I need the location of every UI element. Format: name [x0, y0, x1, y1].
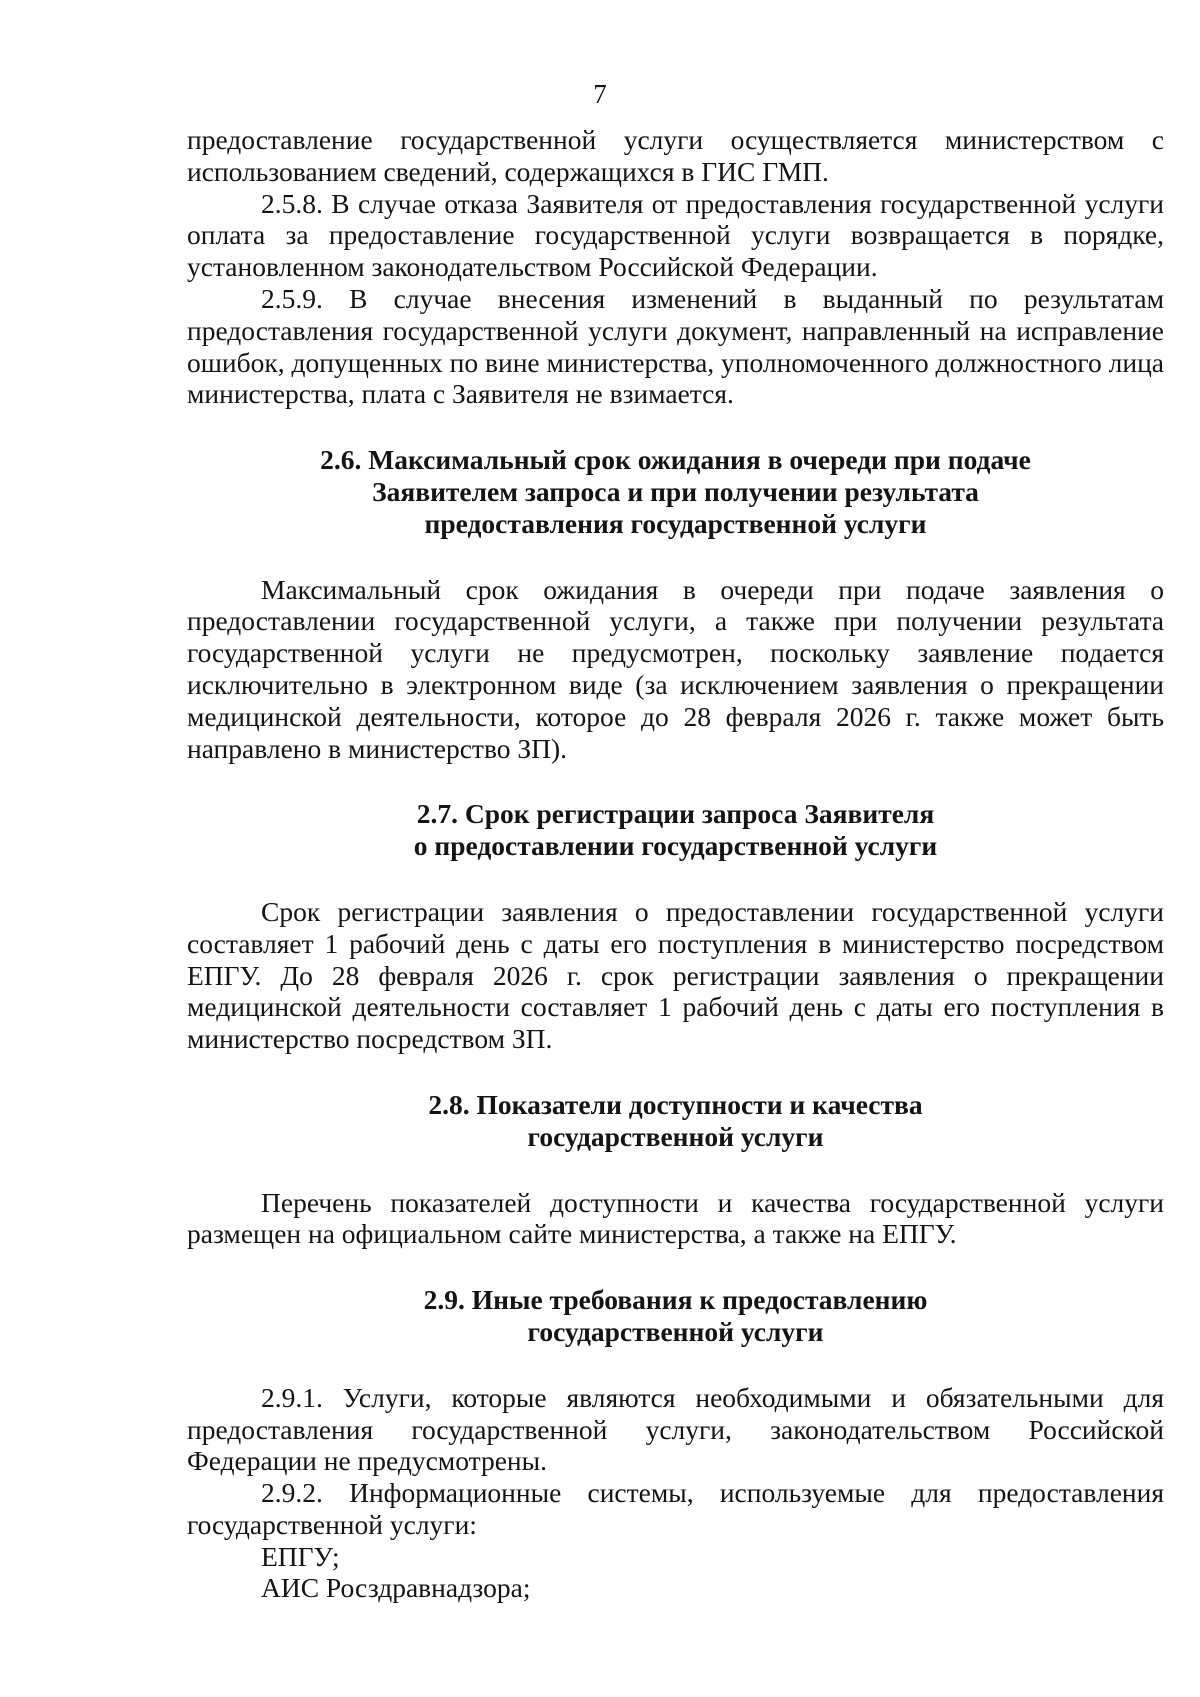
paragraph-2-9-1: 2.9.1. Услуги, которые являются необходимыми и обязательными для предоставления государственной услуги, законодательством Российской Федерации не предусмотрены.	[187, 1381, 1164, 1477]
paragraph-2-5-9: 2.5.9. В случае внесения изменений в выданный по результатам предоставления государственной услуги документ, направленный на исправление ошибок, допущенных по вине министерства, уполномоченного должностного лица министерства, плата с Заявителя не взимается.	[187, 282, 1164, 410]
heading-line: государственной услуги	[527, 1120, 824, 1152]
section-2-6-body: Максимальный срок ожидания в очереди при подаче заявления о предоставлении государственной услуги, а также при получении результата государственной услуги не предусмотрен, поскольку заявление подается исключительно в электронном виде (за исключением заявления о прекращении медицинской деятельности, которое до 28 февраля 2026 г. также может быть направлено в министерство ЗП).	[187, 573, 1164, 764]
section-2-7-body: Срок регистрации заявления о предоставлении государственной услуги составляет 1 рабочий день с даты его поступления в министерство посредством ЕПГУ. До 28 февраля 2026 г. срок регистрации заявления о прекращении медицинской деятельности составляет 1 рабочий день с даты его поступления в министерство посредством ЗП.	[187, 895, 1164, 1055]
section-2-9-heading	[187, 1284, 1164, 1348]
heading-line: о предоставлении государственной услуги	[413, 830, 938, 862]
heading-line: Заявителем запроса и при получении результата	[372, 475, 979, 507]
paragraph-2-5-8: 2.5.8. В случае отказа Заявителя от предоставления государственной услуги оплата за предоставление государственной услуги возвращается в порядке, установленном законодательством Российской Федерации.	[187, 187, 1164, 283]
page-number: 7	[593, 79, 607, 109]
heading-line: 2.6. Максимальный срок ожидания в очереди при подаче	[320, 444, 1031, 476]
heading-line: 2.7. Срок регистрации запроса Заявителя	[416, 798, 935, 830]
section-2-8-heading	[187, 1089, 1164, 1153]
heading-line: государственной услуги	[527, 1315, 824, 1347]
intro-continuation-paragraph: предоставление государственной услуги осуществляется министерством с использованием сведений, содержащихся в ГИС ГМП.	[187, 124, 1164, 187]
section-2-8-body: Перечень показателей доступности и качества государственной услуги размещен на официальном сайте министерства, а также на ЕПГУ.	[187, 1186, 1164, 1250]
heading-line: 2.9. Иные требования к предоставлению	[423, 1284, 928, 1316]
heading-line: предоставления государственной услуги	[424, 507, 927, 539]
heading-line: 2.8. Показатели доступности и качества	[428, 1088, 923, 1120]
paragraph-2-9-2: 2.9.2. Информационные системы, используемые для предоставления государственной услуги:	[187, 1477, 1164, 1540]
section-2-6-heading	[187, 444, 1164, 539]
information-system-item: ЕПГУ;	[261, 1540, 340, 1572]
document-body	[187, 124, 1164, 1604]
section-2-7-heading	[187, 798, 1164, 862]
information-system-item: АИС Росздравнадзора;	[261, 1572, 531, 1604]
